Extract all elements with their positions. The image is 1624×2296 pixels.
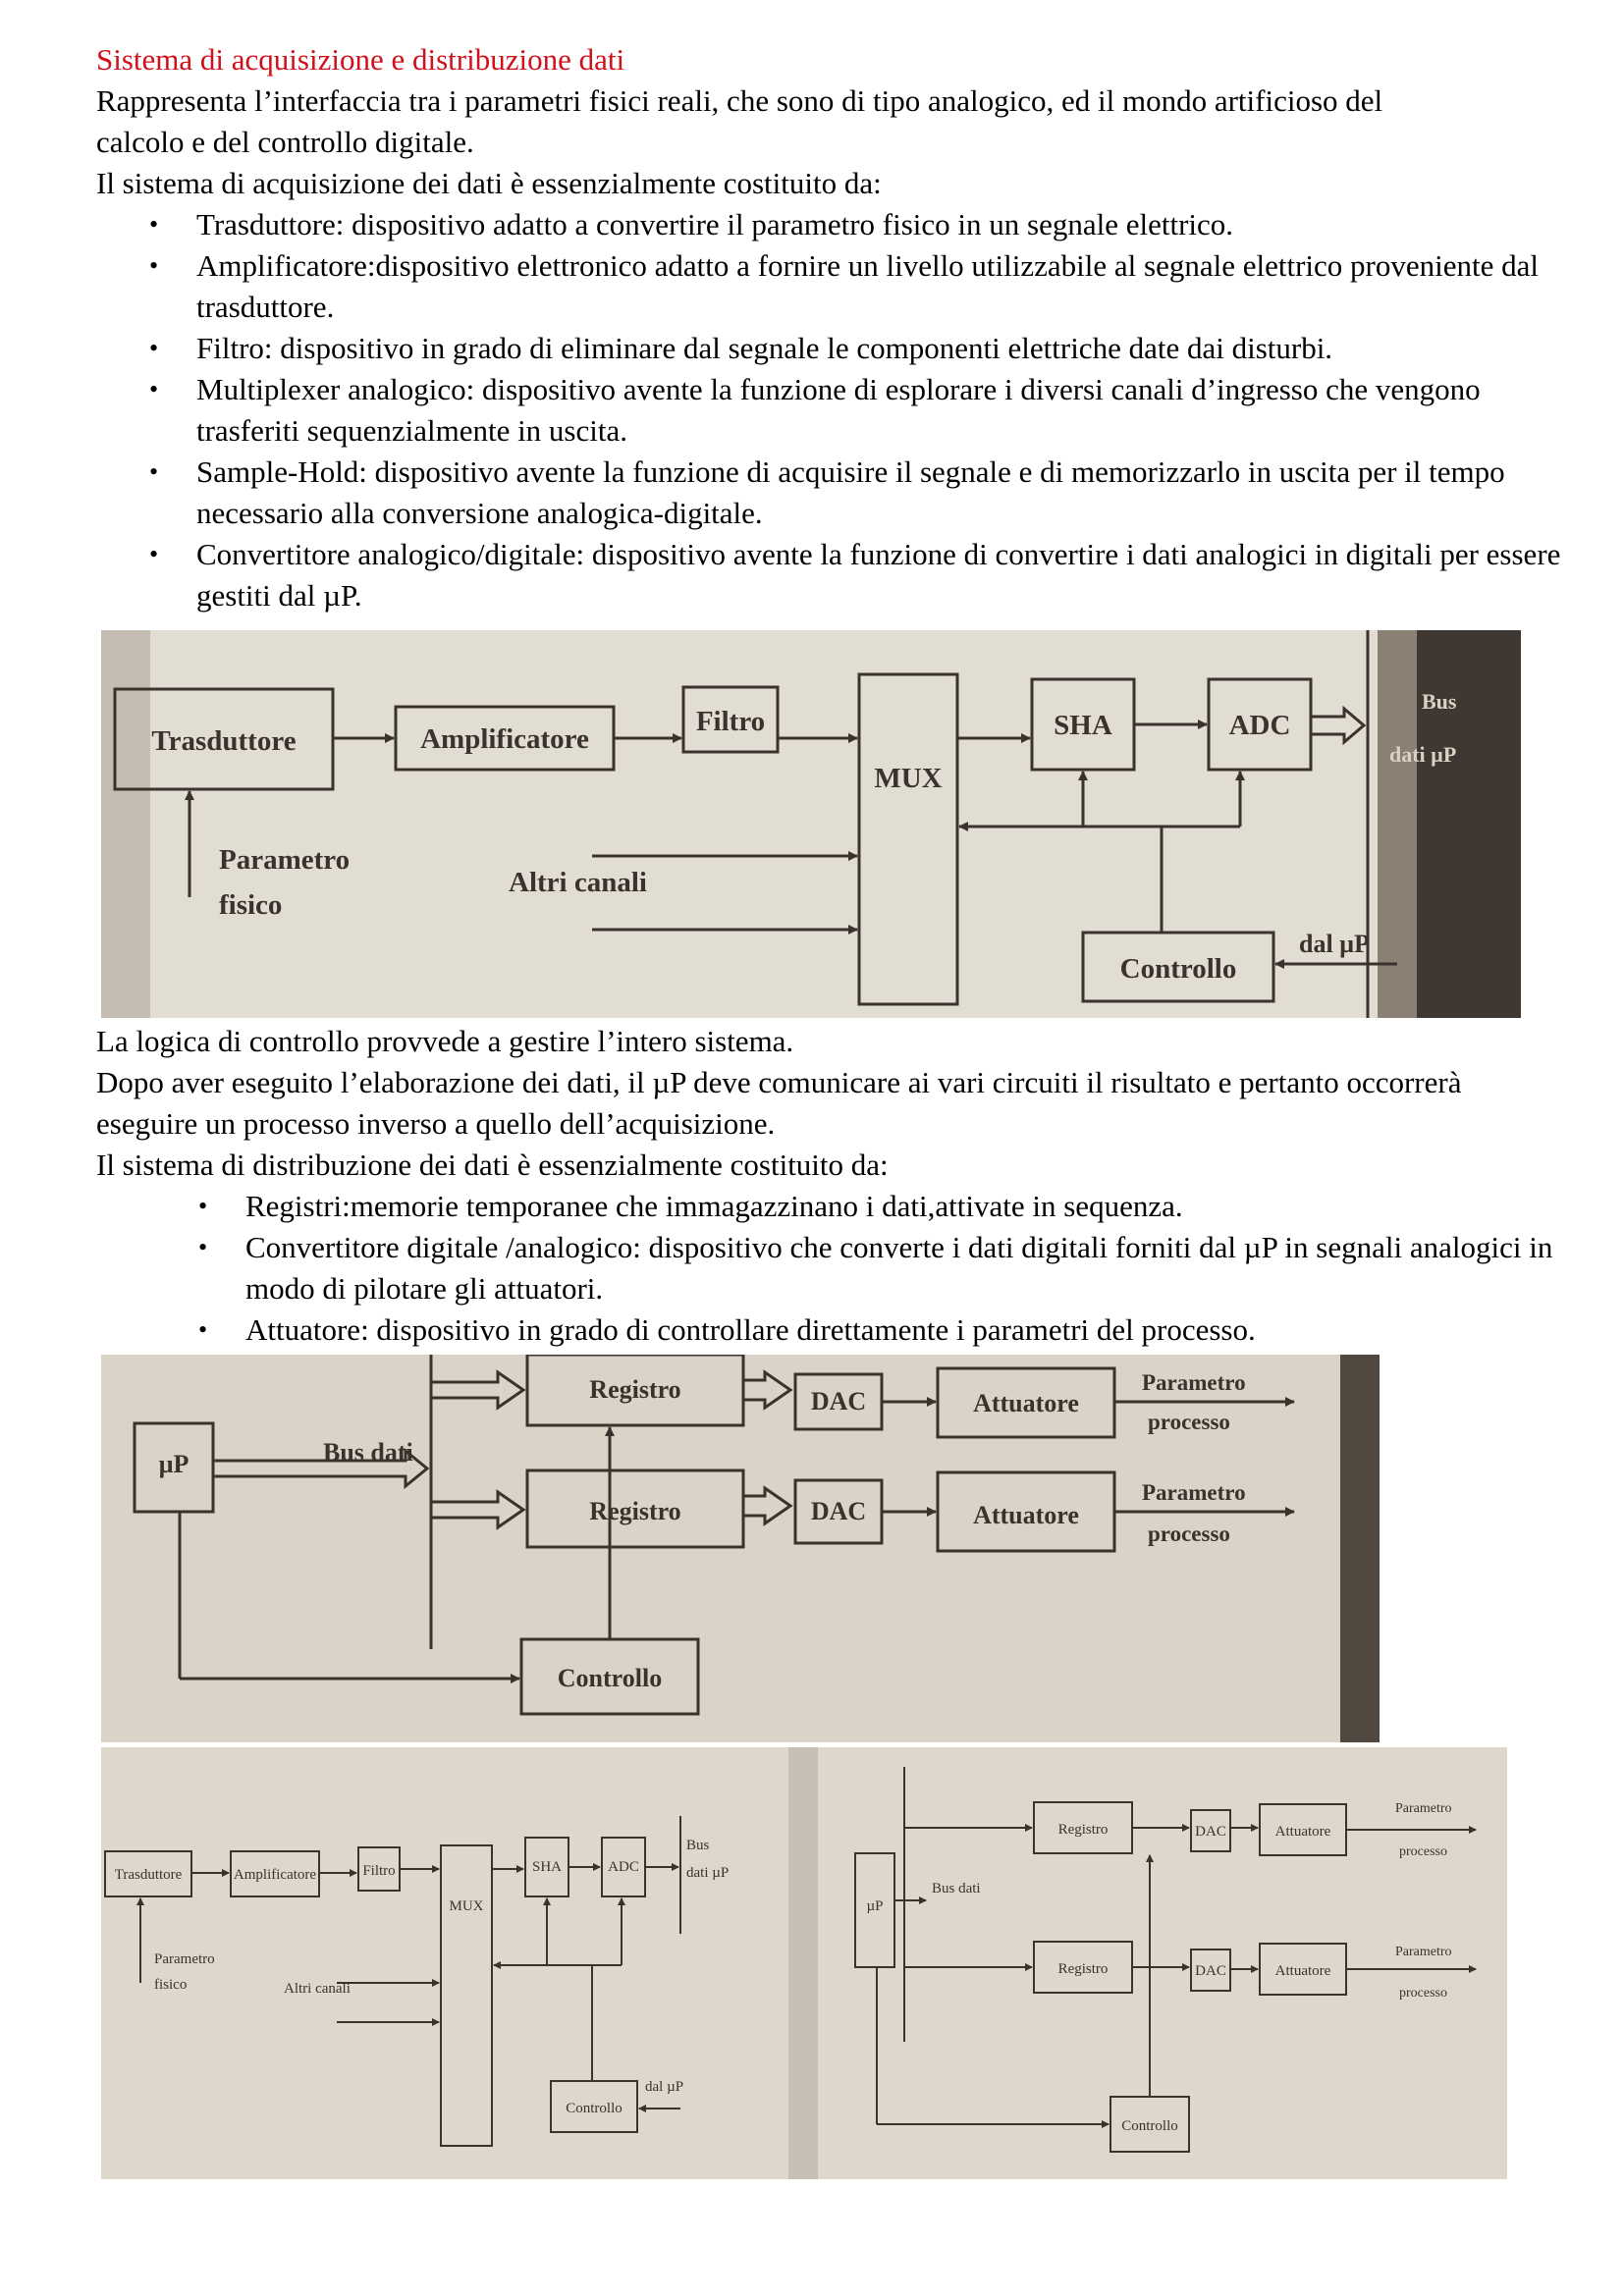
acquisition-diagram-svg [101,630,1521,1018]
registro-label: Registro [589,1497,681,1525]
acquisition-diagram [101,630,1521,1018]
bus-dati-label: Bus dati [932,1881,981,1896]
mux-label: MUX [449,1898,484,1914]
parametro-label: Parametro [1395,1801,1452,1816]
distribution-diagram-svg [101,1355,1380,1742]
registro-label: Registro [589,1375,681,1404]
attuatore-label: Attuatore [973,1389,1079,1417]
altri-canali-label: Altri canali [284,1981,351,1997]
filtro-label: Filtro [695,706,766,737]
attuatore-label: Attuatore [1274,1963,1331,1979]
combined-diagram-svg [101,1747,1507,2179]
acquisition-lead: Il sistema di acquisizione dei dati è essenzialmente costituito da: [96,166,882,200]
dal-up-label: dal µP [1299,930,1371,958]
attuatore-label: Attuatore [973,1501,1079,1529]
list-item: • Convertitore digitale /analogico: dispositivo che converte i dati digitali forniti dal µP in segnali analogici in modo di pilotare gli attuatori. [196,1227,1561,1309]
list-item: • Amplificatore:dispositivo elettronico adatto a fornire un livello utilizzabile al segnale elettrico proveniente dal trasduttore. [147,245,1561,328]
list-item: • Attuatore: dispositivo in grado di controllare direttamente i parametri del processo. [196,1309,1561,1351]
fisico-label: fisico [219,889,283,921]
up-label: µP [866,1898,884,1914]
list-item: • Sample-Hold: dispositivo avente la funzione di acquisire il segnale e di memorizzarlo in uscita per il tempo necessario alla conversione analogica-digitale. [147,452,1561,534]
processo-label: processo [1399,1844,1447,1859]
parametro-label: Parametro [219,844,351,876]
filtro-label: Filtro [362,1863,396,1879]
dac-label: DAC [1195,1824,1226,1840]
adc-label: ADC [608,1859,639,1875]
list-item: • Registri:memorie temporanee che immagazzinano i dati,attivate in sequenza. [196,1186,1561,1227]
fisico-label: fisico [154,1977,188,1993]
dac-label: DAC [810,1497,867,1525]
distribution-lead: Il sistema di distribuzione dei dati è essenzialmente costituito da: [96,1148,889,1182]
registro-label: Registro [1057,1961,1109,1977]
distribution-diagram [101,1355,1380,1742]
combined-diagram-scan [101,1747,1507,2179]
parametro-label: Parametro [1395,1945,1452,1959]
control-sentence: La logica di controllo provvede a gestire l’intero sistema. [96,1024,794,1058]
dal-up-label: dal µP [645,2079,684,2095]
bus-dati-label: dati µP [1389,742,1457,767]
bus-label: Bus [1422,689,1457,714]
distribution-list [196,1186,1561,1351]
processo-label: processo [1148,1410,1230,1434]
controllo-label: Controllo [1121,2118,1178,2134]
middle-paragraph [96,1021,1490,1186]
parametro-label: Parametro [1142,1370,1246,1395]
list-item: • Trasduttore: dispositivo adatto a convertire il parametro fisico in un segnale elettrico. [147,204,1561,245]
sha-label: SHA [1054,710,1112,741]
list-item: • Filtro: dispositivo in grado di eliminare dal segnale le componenti elettriche date dai disturbi. [147,328,1561,369]
controllo-label: Controllo [1119,953,1237,985]
amplificatore-label: Amplificatore [420,723,589,755]
adc-label: ADC [1228,710,1291,741]
processo-label: processo [1399,1986,1447,2001]
bus-dati-label: dati µP [686,1865,730,1881]
dac-label: DAC [1195,1963,1226,1979]
controllo-label: Controllo [557,1664,663,1692]
trasduttore-label: Trasduttore [114,1867,183,1883]
parametro-label: Parametro [154,1951,215,1967]
bus-label: Bus [686,1838,710,1853]
mux-label: MUX [874,763,943,794]
trasduttore-label: Trasduttore [151,725,297,757]
dac-label: DAC [810,1387,867,1415]
up-label: µP [158,1450,189,1478]
page-title: Sistema di acquisizione e distribuzione dati [96,42,625,77]
bus-dati-label: Bus dati [323,1438,413,1467]
list-item: • Multiplexer analogico: dispositivo avente la funzione di esplorare i diversi canali d’ingresso che vengono trasferiti sequenzialmente in uscita. [147,369,1561,452]
processo-label: processo [1148,1522,1230,1546]
acquisition-list [147,204,1561,616]
amplificatore-label: Amplificatore [233,1867,317,1883]
processing-sentence: Dopo aver eseguito l’elaborazione dei dati, il µP deve comunicare ai vari circuiti il risultato e pertanto occorrerà eseguire un processo inverso a quello dell’acquisizione. [96,1065,1462,1141]
controllo-label: Controllo [566,2101,623,2116]
intro-paragraph: Rappresenta l’interfaccia tra i parametri fisici reali, che sono di tipo analogico, ed il mondo artificioso del calcolo e del controllo digitale. [96,83,1383,159]
parametro-label: Parametro [1142,1480,1246,1505]
attuatore-label: Attuatore [1274,1824,1331,1840]
registro-label: Registro [1057,1822,1109,1838]
altri-canali-label: Altri canali [509,867,647,898]
sha-label: SHA [531,1859,563,1875]
list-item: • Convertitore analogico/digitale: dispositivo avente la funzione di convertire i dati analogici in digitali per essere gestiti dal µP. [147,534,1561,616]
